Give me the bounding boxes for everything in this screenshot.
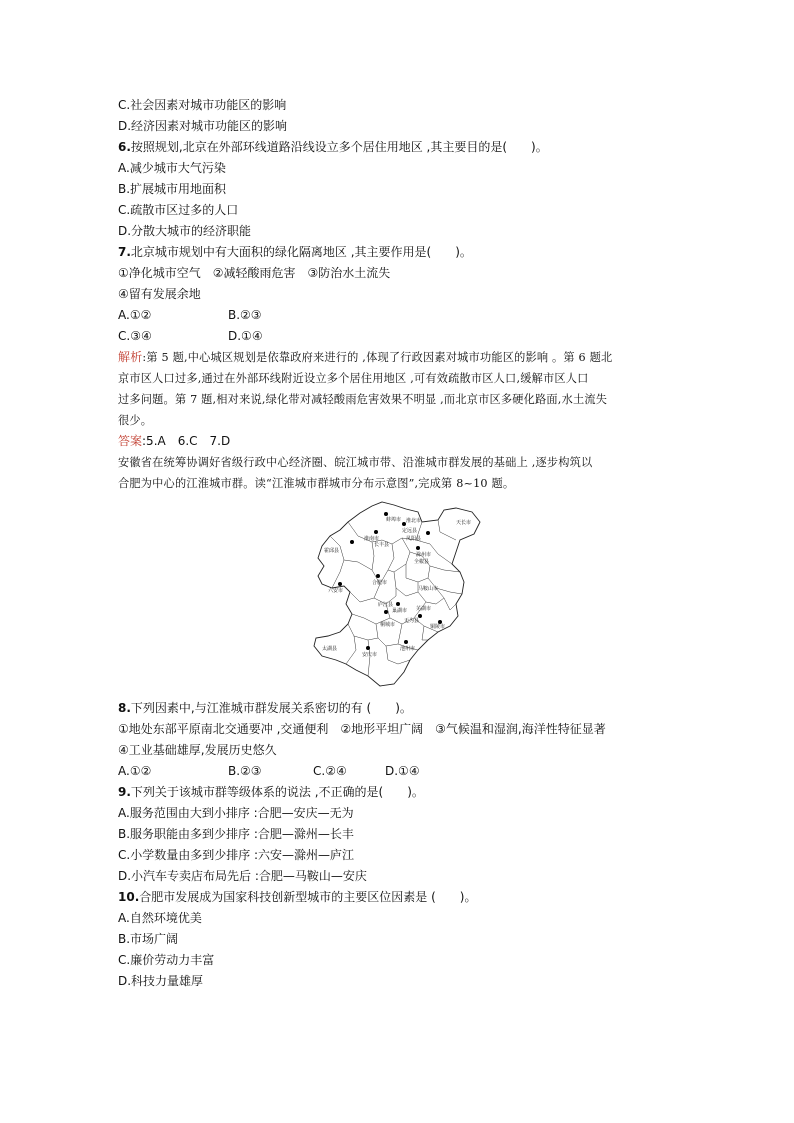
q8-option-d: D.①④ [385,764,420,778]
analysis-line1-text: :第 5 题,中心城区规划是依靠政府来进行的 ,体现了行政因素对城市功能区的影响 。第 6 题北 [142,351,613,364]
map-label: 合肥市 [372,580,388,586]
map-label: 蚌埠市 [386,517,402,523]
answer-label: 答案 [118,434,143,448]
city-dot [384,512,388,516]
q7-items-line2: ④留有发展余地 [118,287,201,301]
map-label: 铜陵市 [430,624,446,630]
q7-stem-text: 北京城市规划中有大面积的绿化隔离地区 ,其主要作用是( )。 [130,245,472,259]
q7-number: 7. [118,245,131,259]
map-label: 六安市 [328,588,344,594]
map-label: 池州市 [400,646,416,652]
map-label: 霍邱县 [324,548,340,554]
map-label: 淮南市 [364,536,380,542]
analysis-line4: 很少。 [118,414,153,427]
q7-items-line1: ①净化城市空气 ②减轻酸雨危害 ③防治水土流失 [118,266,391,280]
city-dot [338,582,342,586]
answer-text: :5.A 6.C 7.D [142,434,231,448]
q9-option-a: A.服务范围由大到小排序 :合肥—安庆—无为 [118,806,354,820]
q8-option-c: C.②④ [313,764,347,778]
passage-line1: 安徽省在统筹协调好省级行政中心经济圈、皖江城市带、沿淮城市群发展的基础上 ,逐步构筑以 [118,456,593,469]
city-dot [404,640,408,644]
q6-option-a: A.减少城市大气污染 [118,161,226,175]
city-dot [426,531,430,535]
map-label: 滁州市 [416,552,432,558]
q9-stem [118,785,424,800]
q9-option-d: D.小汽车专卖店布局先后 :合肥—马鞍山—安庆 [118,869,367,883]
q7-stem [118,245,472,260]
q10-option-c: C.廉价劳动力丰富 [118,953,215,967]
city-dot [350,540,354,544]
q6-option-b: B.扩展城市用地面积 [118,182,227,196]
q8-stem [118,701,412,716]
map-label: 无为县 [404,618,420,624]
q8-items-line2: ④工业基础雄厚,发展历史悠久 [118,743,277,757]
q5-option-d: D.经济因素对城市功能区的影响 [118,119,288,133]
q10-option-a: A.自然环境优美 [118,911,202,925]
map-label: 巢湖市 [392,608,408,614]
map-label: 马鞍山市 [418,586,439,592]
q9-stem-text: 下列关于该城市群等级体系的说法 ,不正确的是( )。 [130,785,424,799]
q9-option-c: C.小学数量由多到少排序 :六安—滁州—庐江 [118,848,355,862]
city-dot [376,574,380,578]
map-label: 芜湖市 [416,606,432,612]
q6-stem [118,140,548,155]
q5-option-c: C.社会因素对城市功能区的影响 [118,98,287,112]
passage-line2: 合肥为中心的江淮城市群。读“江淮城市群城市分布示意图”,完成第 8~10 题。 [118,477,515,490]
q9-option-b: B.服务职能由多到少排序 :合肥—滁州—长丰 [118,827,354,841]
q6-stem-text: 按照规划,北京在外部环线道路沿线设立多个居住用地区 ,其主要目的是( )。 [130,140,548,154]
q8-option-a: A.①② [118,764,152,778]
analysis-line1 [118,350,612,365]
city-dot [416,546,420,550]
q8-stem-text: 下列因素中,与江淮城市群发展关系密切的有 ( )。 [130,701,412,715]
analysis-label: 解析 [118,350,143,364]
answer-line [118,434,230,449]
q6-option-c: C.疏散市区过多的人口 [118,203,239,217]
map-label: 长丰县 [374,542,390,548]
province-outline [314,502,480,686]
q8-option-b: B.②③ [228,764,262,778]
q7-option-d: D.①④ [228,329,263,343]
analysis-line3: 过多问题。第 7 题,相对来说,绿化带对减轻酸雨危害效果不明显 ,而北京市区多硬化路面,水土流失 [118,393,608,406]
city-dot [366,646,370,650]
q10-option-b: B.市场广阔 [118,932,179,946]
map-label: 太湖县 [322,646,338,652]
q10-option-d: D.科技力量雄厚 [118,974,204,988]
map-label: 定远县 [402,528,418,534]
q7-option-a: A.①② [118,308,152,322]
q8-number: 8. [118,701,131,715]
q10-stem-text: 合肥市发展成为国家科技创新型城市的主要区位因素是 ( )。 [139,890,477,904]
map-label: 天长市 [456,520,472,526]
map-label: 庐江县 [378,602,394,608]
city-dot [396,602,400,606]
q7-option-b: B.②③ [228,308,262,322]
analysis-line2: 京市区人口过多,通过在外部环线附近设立多个居住用地区 ,可有效疏散市区人口,缓解市区人口 [118,372,589,385]
q8-items-line1: ①地处东部平原南北交通要冲 ,交通便利 ②地形平坦广阔 ③气候温和湿润,海洋性特征显著 [118,722,606,736]
map-label: 安庆市 [362,652,378,658]
city-cluster-map [310,500,490,690]
q9-number: 9. [118,785,131,799]
city-dot [384,610,388,614]
map-label: 桐城市 [380,622,396,628]
map-label: 凤阳县 [406,536,422,542]
q7-option-c: C.③④ [118,329,152,343]
map-label: 全椒县 [414,559,430,565]
q6-option-d: D.分散大城市的经济职能 [118,224,252,238]
q6-number: 6. [118,140,131,154]
map-label: 淮北市 [406,518,422,524]
q10-stem [118,890,476,905]
q10-number: 10. [118,890,140,904]
city-dot [374,530,378,534]
